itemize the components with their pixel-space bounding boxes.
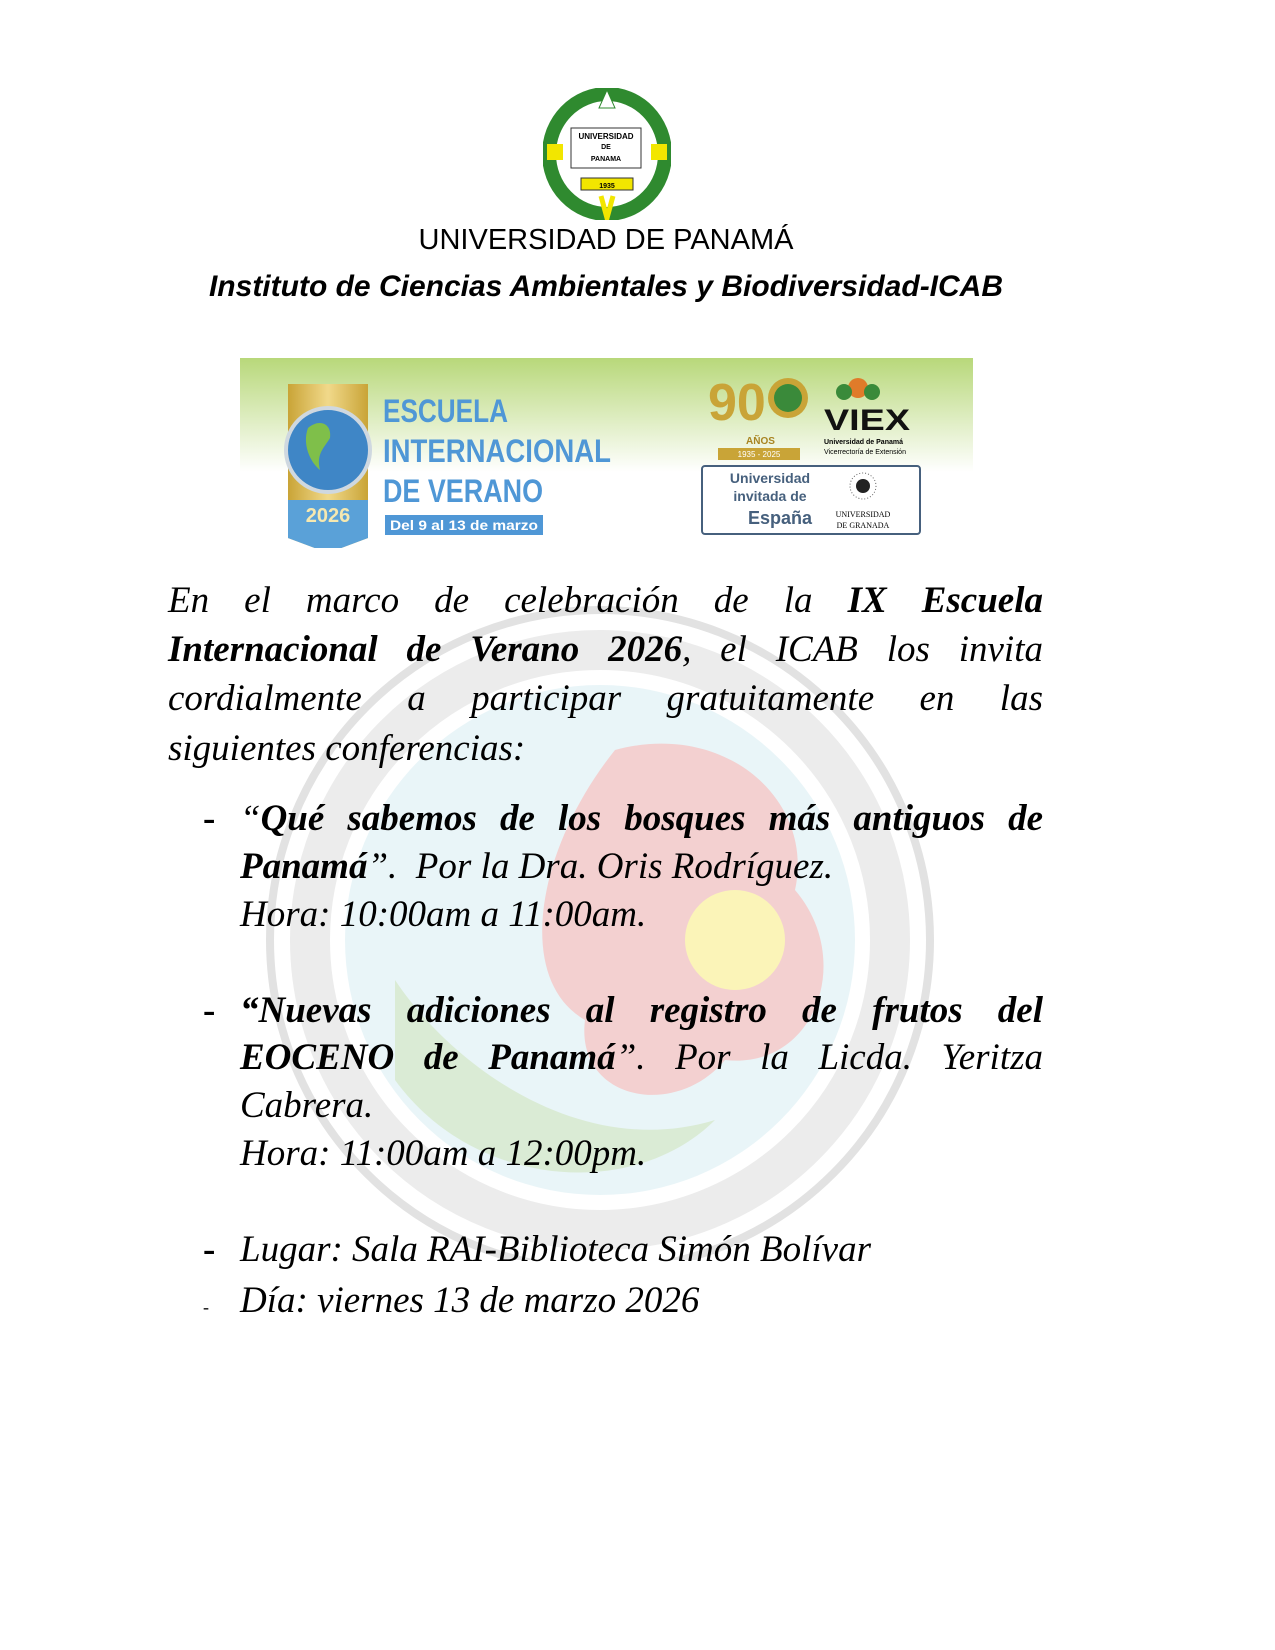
banner-title-line: DE VERANO (383, 473, 543, 509)
bullet-dash: - (203, 798, 216, 839)
svg-text:1935: 1935 (599, 183, 615, 190)
talk-2-title: “Nuevas adiciones al registro de frutos del (240, 990, 1043, 1031)
guest-university-text: España (747, 508, 813, 528)
bullet-dash: - (203, 1229, 216, 1270)
viex-logo-text: VIEX (824, 404, 910, 437)
viex-subtitle: Universidad de Panamá (824, 439, 903, 446)
banner-dates: Del 9 al 13 de marzo (390, 517, 538, 533)
anniversary-years: 1935 - 2025 (737, 450, 781, 459)
talk-1-title: “Qué sabemos de los bosques más antiguos de (240, 798, 1043, 839)
granada-name: DE GRANADA (836, 521, 890, 530)
university-seal-logo (543, 88, 671, 220)
university-name: UNIVERSIDAD DE PANAMÁ (418, 224, 794, 256)
svg-text:DE: DE (601, 144, 611, 151)
talk-2-speaker-cont: Cabrera. (240, 1085, 374, 1126)
venue: Lugar: Sala RAI-Biblioteca Simón Bolívar (240, 1229, 871, 1270)
talk-1-time: Hora: 10:00am a 11:00am. (240, 894, 647, 935)
svg-text:UNIVERSIDAD: UNIVERSIDAD (578, 132, 634, 141)
banner-title-line: ESCUELA (383, 393, 508, 429)
anniversary-number: 90 (708, 374, 766, 432)
bullet-dash: - (203, 990, 216, 1031)
bullet-dash: - (203, 1297, 209, 1317)
granada-name: UNIVERSIDAD (835, 510, 891, 519)
talk-2-time: Hora: 11:00am a 12:00pm. (240, 1133, 647, 1174)
viex-subtitle: Vicerrectoría de Extensión (824, 449, 906, 456)
date: Día: viernes 13 de marzo 2026 (240, 1280, 700, 1321)
guest-university-text: invitada de (733, 488, 807, 504)
intro-line: siguientes conferencias: (168, 728, 526, 769)
summer-school-banner (240, 358, 973, 548)
intro-line: Internacional de Verano 2026, el ICAB los invita (168, 629, 1043, 670)
institute-name: Instituto de Ciencias Ambientales y Biodiversidad-ICAB (208, 270, 1004, 303)
intro-line: En el marco de celebración de la IX Escuela (168, 580, 1043, 621)
svg-text:PANAMA: PANAMA (590, 156, 622, 163)
guest-university-text: Universidad (729, 470, 811, 486)
anniversary-label: AÑOS (746, 436, 775, 447)
banner-year: 2026 (305, 505, 351, 527)
talk-1-speaker: Panamá”. Por la Dra. Oris Rodríguez. (240, 846, 834, 887)
banner-title-line: INTERNACIONAL (383, 433, 611, 469)
talk-2-speaker: EOCENO de Panamá”. Por la Licda. Yeritza (240, 1037, 1043, 1078)
intro-line: cordialmente a participar gratuitamente en las (168, 678, 1043, 719)
